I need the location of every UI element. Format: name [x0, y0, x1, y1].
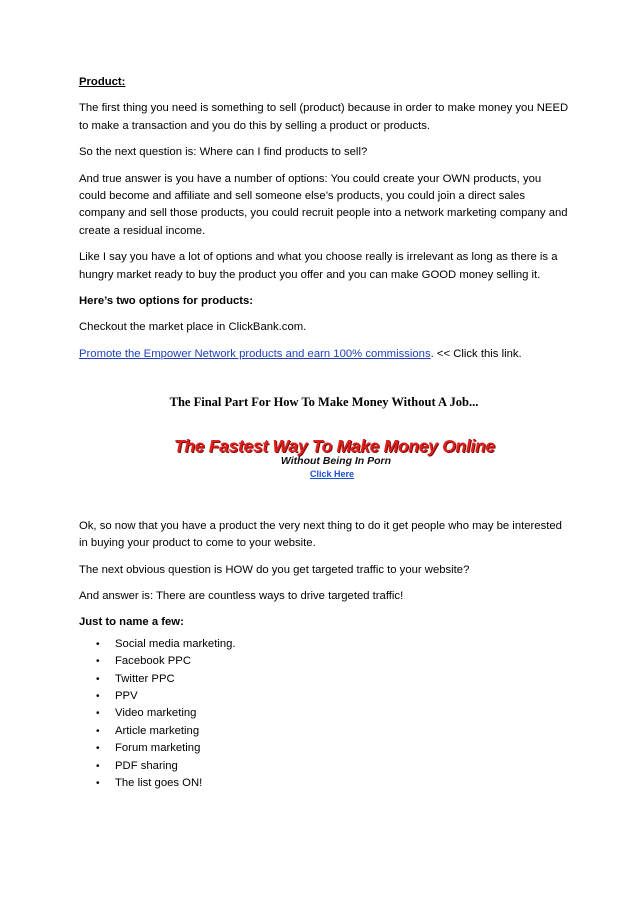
final-part-heading: The Final Part For How To Make Money Without A Job...	[169, 395, 479, 410]
empower-network-link[interactable]: Promote the Empower Network products and earn 100% commissions	[79, 347, 431, 360]
bullet-icon: •	[96, 743, 100, 755]
product-heading: Product:	[79, 76, 126, 88]
paragraph-next-obvious: The next obvious question is HOW do you get targeted traffic to your website?	[79, 563, 470, 576]
paragraph-like-i-say: Like I say you have a lot of options and what you choose really is irrelevant as long as there is a hungry market ready to buy the product you offer and you can make GOOD money selling it.	[79, 251, 558, 281]
fastest-way-banner[interactable]	[174, 435, 495, 482]
traffic-section	[79, 518, 569, 793]
option-clickbank: Checkout the market place in ClickBank.com.	[79, 321, 307, 334]
paragraph-options: And true answer is you have a number of options: You could create your OWN products, you could become and affiliate and sell someone else’s products, you could join a direct sales company and sell those products, you could recruit people into a network marketing company and create a residual income.	[79, 172, 568, 237]
list-item: • The list goes ON!	[96, 775, 569, 792]
list-item: • PPV	[96, 688, 569, 705]
list-item: • Forum marketing	[96, 740, 569, 757]
traffic-methods-list	[79, 636, 569, 793]
paragraph-next-question: So the next question is: Where can I find products to sell?	[79, 146, 368, 159]
paragraph-first-thing: The first thing you need is something to sell (product) because in order to make money you NEED to make a transaction and you do this by selling a product or products.	[79, 102, 569, 132]
paragraph-ok-so-now: Ok, so now that you have a product the very next thing to do it get people who may be interested in buying your product to come to your website.	[79, 519, 562, 550]
bullet-icon: •	[96, 673, 100, 685]
list-item: • Article marketing	[96, 723, 569, 740]
list-item: • Social media marketing.	[96, 636, 569, 653]
bullet-icon: •	[96, 638, 100, 650]
bullet-icon: •	[96, 656, 100, 668]
list-item: • Video marketing	[96, 705, 569, 722]
banner-click-here-link[interactable]: Click Here	[310, 468, 355, 479]
banner-title: The Fastest Way To Make Money Online	[174, 435, 495, 456]
link-suffix: . << Click this link.	[430, 347, 522, 360]
bullet-icon: •	[96, 708, 100, 720]
option-empower-network	[79, 346, 569, 363]
paragraph-countless-ways: And answer is: There are countless ways to drive targeted traffic!	[79, 589, 404, 602]
bullet-icon: •	[96, 725, 100, 737]
bullet-icon: •	[96, 760, 100, 772]
banner-subtitle: Without Being In Porn	[280, 454, 392, 467]
options-heading: Here’s two options for products:	[79, 295, 254, 308]
list-heading: Just to name a few:	[79, 616, 184, 629]
list-item: • Facebook PPC	[96, 653, 569, 670]
bullet-icon: •	[96, 777, 100, 789]
document-body	[79, 74, 569, 792]
list-item: • PDF sharing	[96, 758, 569, 775]
list-item: • Twitter PPC	[96, 671, 569, 688]
bullet-icon: •	[96, 690, 100, 702]
